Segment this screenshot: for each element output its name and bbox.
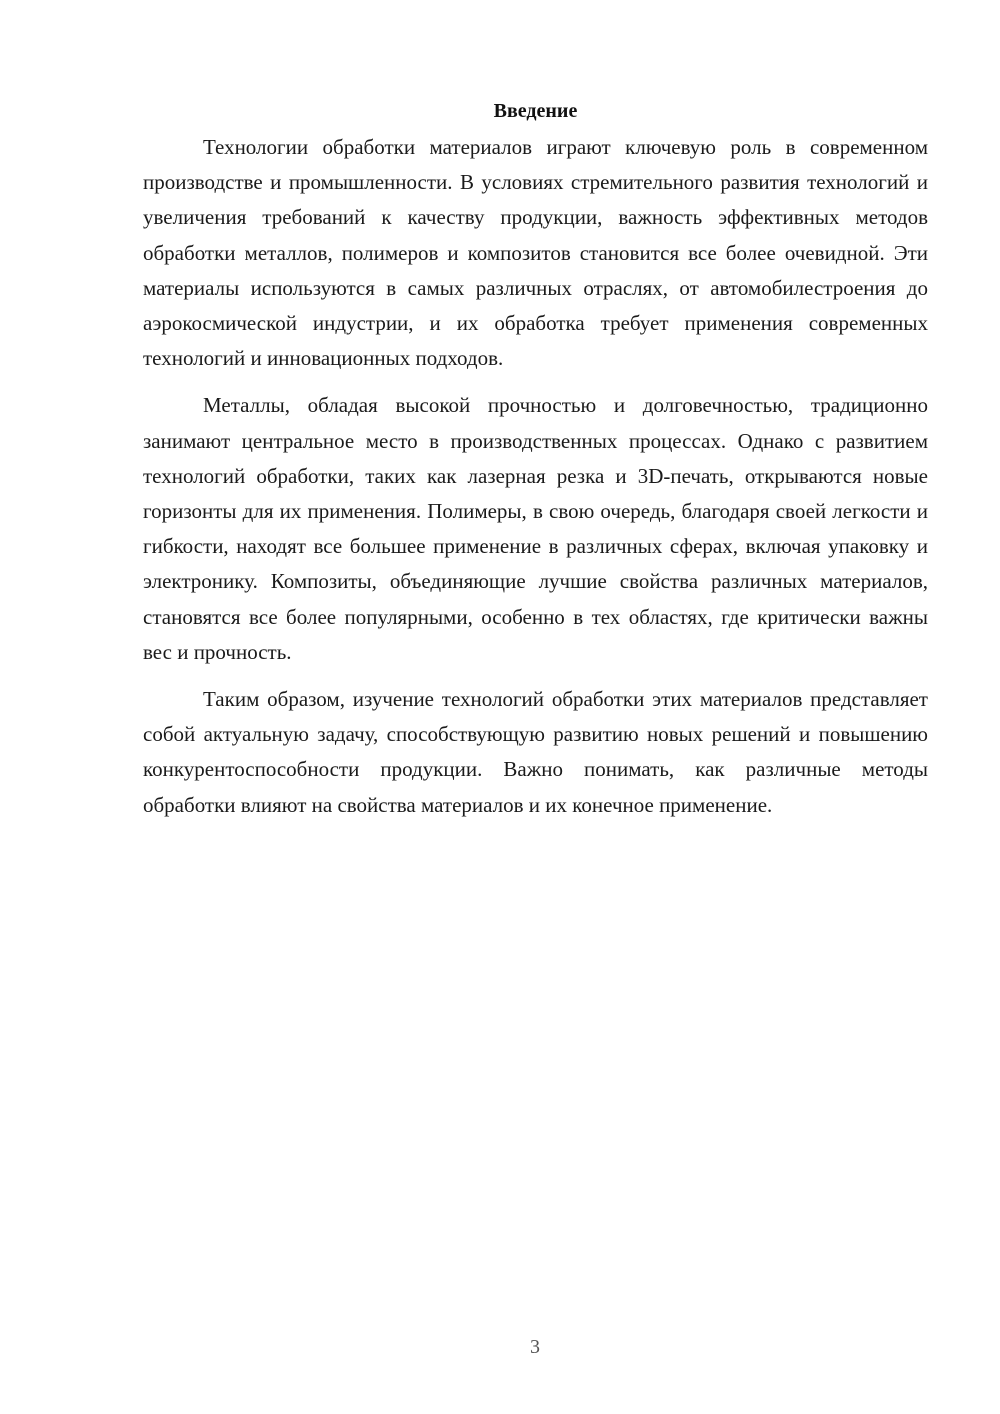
paragraph-intro: Технологии обработки материалов играют ключевую роль в современном производстве и промышленности. В условиях стремительного развития технологий и увеличения требований к качеству продукции, важность эффективных методов обработки металлов, полимеров и композитов становится все более очевидной. Эти материалы используются в самых различных отраслях, от автомобилестроения до аэрокосмической индустрии, и их обработка требует применения современных технологий и инновационных подходов. <box>143 135 928 371</box>
paragraph-materials: Металлы, обладая высокой прочностью и долговечностью, традиционно занимают центральное место в производственных процессах. Однако с развитием технологий обработки, таких как лазерная резка и 3D-печать, открываются новые горизонты для их применения. Полимеры, в свою очередь, благодаря своей легкости и гибкости, находят все большее применение в различных сферах, включая упаковку и электронику. Композиты, объединяющие лучшие свойства различных материалов, становятся все более популярными, особенно в тех областях, где критически важны вес и прочность. <box>143 393 928 664</box>
page-number: 3 <box>530 1336 540 1358</box>
paragraph-conclusion: Таким образом, изучение технологий обработки этих материалов представляет собой актуальную задачу, способствующую развитию новых решений и повышению конкурентоспособности продукции. Важно понимать, как различные методы обработки влияют на свойства материалов и их конечное применение. <box>143 687 928 817</box>
section-heading: Введение <box>493 100 578 122</box>
page-content <box>143 96 928 823</box>
